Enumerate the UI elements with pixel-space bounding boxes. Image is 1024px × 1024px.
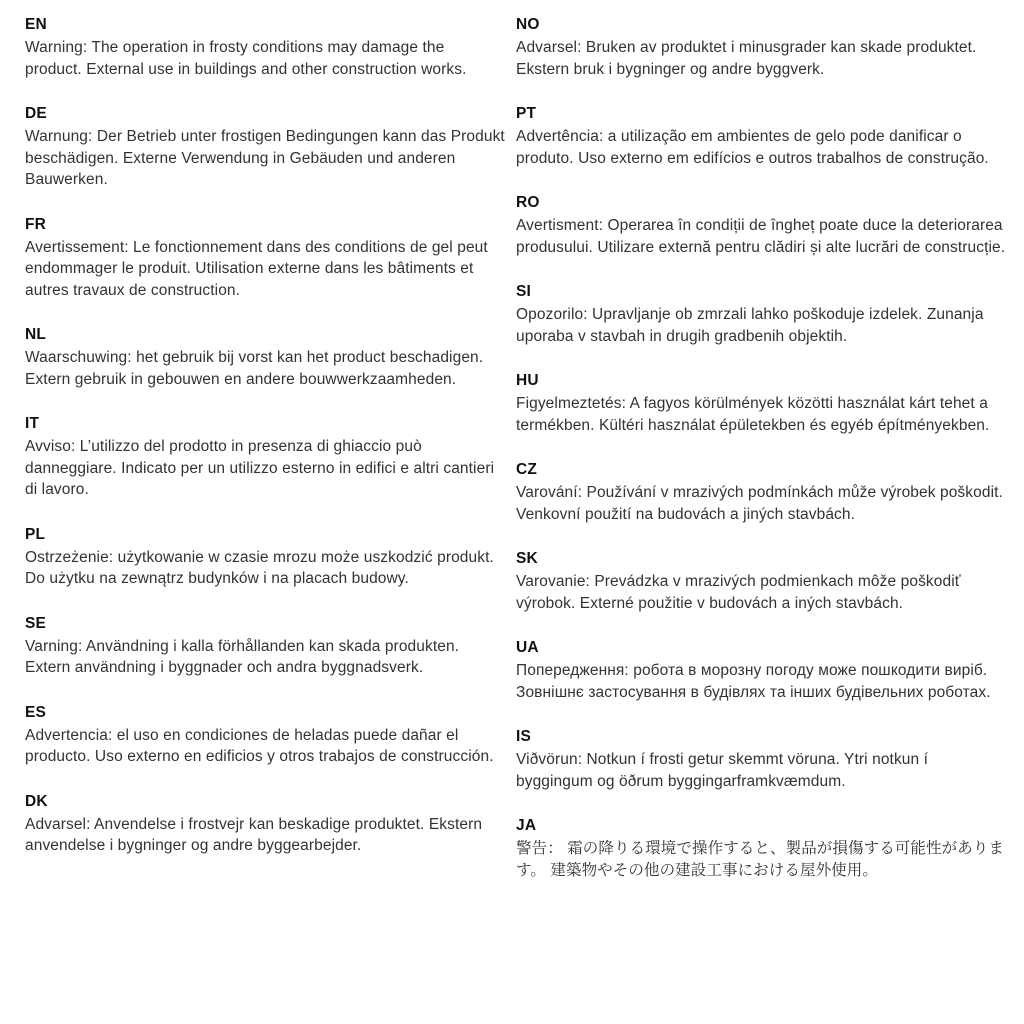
warning-text: Warnung: Der Betrieb unter frostigen Bedingungen kann das Produkt beschädigen. Externe Verwendung in Gebäuden und anderen Bauwerken. [25, 128, 505, 188]
warning-text: Advertência: a utilização em ambientes de gelo pode danificar o produto. Uso externo em edifícios e outros trabalhos de construção. [516, 128, 989, 167]
warning-text: Waarschuwing: het gebruik bij vorst kan het product beschadigen. Extern gebruik in gebouwen en andere bouwwerkzaamheden. [25, 349, 484, 388]
language-section-dk [25, 791, 505, 857]
language-section-en [25, 14, 505, 80]
warning-text: Warning: The operation in frosty conditions may damage the product. External use in buildings and other construction works. [25, 39, 467, 78]
language-code: EN [25, 16, 47, 33]
warning-text: Advarsel: Anvendelse i frostvejr kan beskadige produktet. Ekstern anvendelse i bygninger og andre byggearbejder. [25, 815, 483, 854]
warning-text: Ostrzeżenie: użytkowanie w czasie mrozu może uszkodzić produkt. Do użytku na zewnątrz budynków i na placach budowy. [25, 548, 494, 587]
language-section-sk [516, 548, 1006, 614]
language-section-pl [25, 524, 505, 590]
language-code: SI [516, 283, 532, 300]
language-section-fr [25, 214, 505, 302]
language-section-si [516, 281, 1006, 347]
language-code: IT [25, 415, 40, 432]
warning-text: Advarsel: Bruken av produktet i minusgrader kan skade produktet. Ekstern bruk i bygninger og andre byggverk. [516, 39, 977, 78]
language-code: RO [516, 194, 540, 211]
language-section-ro [516, 192, 1006, 258]
language-section-de [25, 103, 505, 191]
language-section-hu [516, 370, 1006, 436]
language-code: DE [25, 105, 47, 122]
warning-text: Попередження: робота в морозну погоду може пошкодити виріб. Зовнішнє застосування в будівлях та інших будівельних роботах. [516, 662, 991, 701]
warning-text: Advertencia: el uso en condiciones de heladas puede dañar el producto. Uso externo en edificios y otros trabajos de construcción. [25, 726, 494, 765]
language-code: UA [516, 639, 539, 656]
language-code: ES [25, 703, 47, 721]
language-section-nl [25, 324, 505, 390]
warning-text: Figyelmeztetés: A fagyos körülmények közötti használat kárt tehet a termékben. Kültéri használat épületekben és egyéb építményekben. [516, 395, 990, 434]
right-column [516, 14, 1006, 904]
language-code: NO [516, 16, 540, 33]
language-section-cz [516, 459, 1006, 525]
warning-text: Avertisment: Operarea în condiții de îngheț poate duce la deteriorarea produsului. Utilizare externă pentru clădiri și alte lucrări de construcție. [516, 217, 1006, 256]
warning-text: Varování: Používání v mrazivých podmínkách může výrobek poškodit. Venkovní použití na budovách a jiných stavbách. [516, 484, 1003, 523]
language-section-ja [516, 815, 1006, 881]
language-code: PT [516, 105, 537, 122]
warning-text: Opozorilo: Upravljanje ob zmrzali lahko poškoduje izdelek. Zunanja uporaba v stavbah in drugih gradbenih objektih. [516, 306, 984, 345]
language-code: SK [516, 550, 538, 567]
language-section-es [25, 702, 505, 768]
language-code: SE [25, 614, 47, 632]
warning-text: Avviso: L’utilizzo del prodotto in presenza di ghiaccio può danneggiare. Indicato per un utilizzo esterno in edifici e altri cantieri di lavoro. [25, 438, 495, 498]
language-section-is [516, 726, 1006, 792]
language-code: JA [516, 817, 537, 834]
language-code: DK [25, 792, 48, 810]
left-column [25, 14, 505, 880]
language-section-no [516, 14, 1006, 80]
language-section-ua [516, 637, 1006, 703]
language-section-se [25, 613, 505, 679]
warning-text: 警告： 霜の降りる環境で操作すると、製品が損傷する可能性があります。 建築物やその他の建設工事における屋外使用。 [516, 840, 1005, 879]
warning-text: Varovanie: Prevádzka v mrazivých podmienkach môže poškodiť výrobok. Externé použitie v budovách a iných stavbách. [516, 573, 961, 612]
warning-text: Viðvörun: Notkun í frosti getur skemmt vöruna. Ytri notkun í byggingum og öðrum byggingarframkvæmdum. [516, 751, 929, 790]
language-code: FR [25, 215, 47, 233]
language-code: CZ [516, 461, 538, 478]
language-section-pt [516, 103, 1006, 169]
language-code: PL [25, 525, 46, 543]
language-code: IS [516, 728, 532, 745]
language-code: HU [516, 372, 539, 389]
language-section-it [25, 413, 505, 501]
warning-text: Avertissement: Le fonctionnement dans des conditions de gel peut endommager le produit. Utilisation externe dans les bâtiments et autres travaux de construction. [25, 238, 488, 299]
language-code: NL [25, 326, 47, 343]
warning-text: Varning: Användning i kalla förhållanden kan skada produkten. Extern användning i byggnader och andra byggnadsverk. [25, 637, 460, 676]
